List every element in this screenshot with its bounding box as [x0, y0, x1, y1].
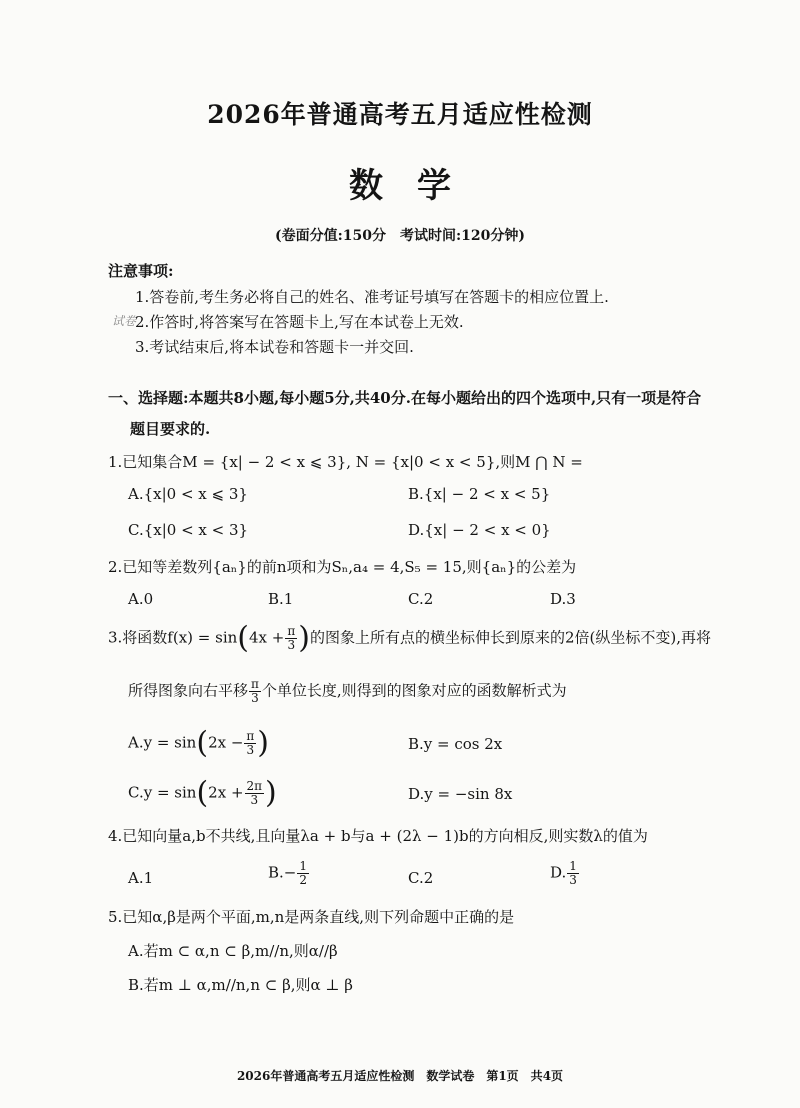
section-1-instructions-cont: 题目要求的. [130, 420, 211, 438]
score-and-time: (卷面分值:150分 考试时间:120分钟) [274, 228, 526, 244]
question-3-option-a: A.y = sin(2x − $\frac{\pi}{3}$ ) [128, 725, 270, 761]
question-1-stem: 1.已知集合M = {x| − 2 < x ⩽ 3}, N = {x|0 < x < 5},则M ⋂ N = [108, 453, 583, 471]
question-3-func-head: 3.将函数f(x) = sin [108, 628, 238, 647]
note-item-1: 1.答卷前,考生务必将自己的姓名、准考证号填写在答题卡的相应位置上. [135, 288, 609, 306]
question-2-option-c: C.2 [408, 590, 434, 608]
note-item-3: 3.考试结束后,将本试卷和答题卡一并交回. [135, 338, 414, 356]
question-3-option-b: B.y = cos 2x [408, 735, 503, 753]
pi-over-3-fraction: $\frac{\pi}{3}$ [287, 624, 296, 652]
question-4-option-a: A.1 [128, 869, 154, 887]
page-footer: 2026年普通高考五月适应性检测 数学试卷 第1页 共4页 [236, 1069, 564, 1083]
question-2-option-a: A.0 [128, 590, 154, 608]
question-5-option-b: B.若m ⊥ α,m//n,n ⊂ β,则α ⊥ β [128, 976, 353, 994]
question-1-option-a: A.{x|0 < x ⩽ 3} [128, 485, 248, 503]
notes-heading: 注意事项: [108, 262, 174, 280]
question-1-option-b: B.{x| − 2 < x < 5} [408, 485, 551, 503]
question-3-option-d: D.y = −sin 8x [408, 785, 513, 803]
question-2-option-b: B.1 [268, 590, 294, 608]
shift-fraction: $\frac{\pi}{3}$ [251, 677, 259, 705]
pencil-scribble: 试卷 [112, 314, 137, 328]
question-4-option-c: C.2 [408, 869, 434, 887]
question-1-option-d: D.{x| − 2 < x < 0} [408, 521, 551, 539]
subject-title: 数学 [349, 166, 485, 206]
question-3-option-c: C.y = sin(2x + $\frac{2\pi}{3}$ ) [128, 775, 277, 811]
question-1-option-c: C.{x|0 < x < 3} [128, 521, 249, 539]
note-item-2: 2.作答时,将答案写在答题卡上,写在本试卷上无效. [135, 313, 464, 331]
question-2-stem: 2.已知等差数列{aₙ}的前n项和为Sₙ,a₄ = 4,S₅ = 15,则{aₙ}的公差为 [108, 558, 577, 576]
question-3-func-arg: 4x + [249, 628, 285, 647]
question-5-stem: 5.已知α,β是两个平面,m,n是两条直线,则下列命题中正确的是 [108, 908, 515, 926]
question-3-stem-line2: 所得图象向右平移 $\frac{\pi}{3}$ 个单位长度,则得到的图象对应的函数解析式为 [128, 677, 567, 705]
section-1-instructions: 一、选择题:本题共8小题,每小题5分,共40分.在每小题给出的四个选项中,只有一项是符合 [108, 389, 702, 407]
question-5-option-a: A.若m ⊂ α,n ⊂ β,m//n,则α//β [128, 942, 338, 960]
question-4-stem: 4.已知向量a,b不共线,且向量λa + b与a + (2λ − 1)b的方向相反,则实数λ的值为 [108, 827, 648, 845]
exam-title: 2026年普通高考五月适应性检测 [207, 100, 593, 129]
question-2-option-d: D.3 [550, 590, 576, 608]
question-3-stem-rest: 的图象上所有点的横坐标伸长到原来的2倍(纵坐标不变),再将 [309, 628, 711, 647]
question-3-stem: 3.将函数f(x) = sin(4x + $\frac{\pi}{3}$ )的图象上所有点的横坐标伸长到原来的2倍(纵坐标不变),再将 [108, 620, 711, 656]
question-4-option-b: B.− $\frac{1}{2}$ [268, 859, 307, 887]
question-4-option-d: D. $\frac{1}{3}$ [550, 859, 577, 887]
